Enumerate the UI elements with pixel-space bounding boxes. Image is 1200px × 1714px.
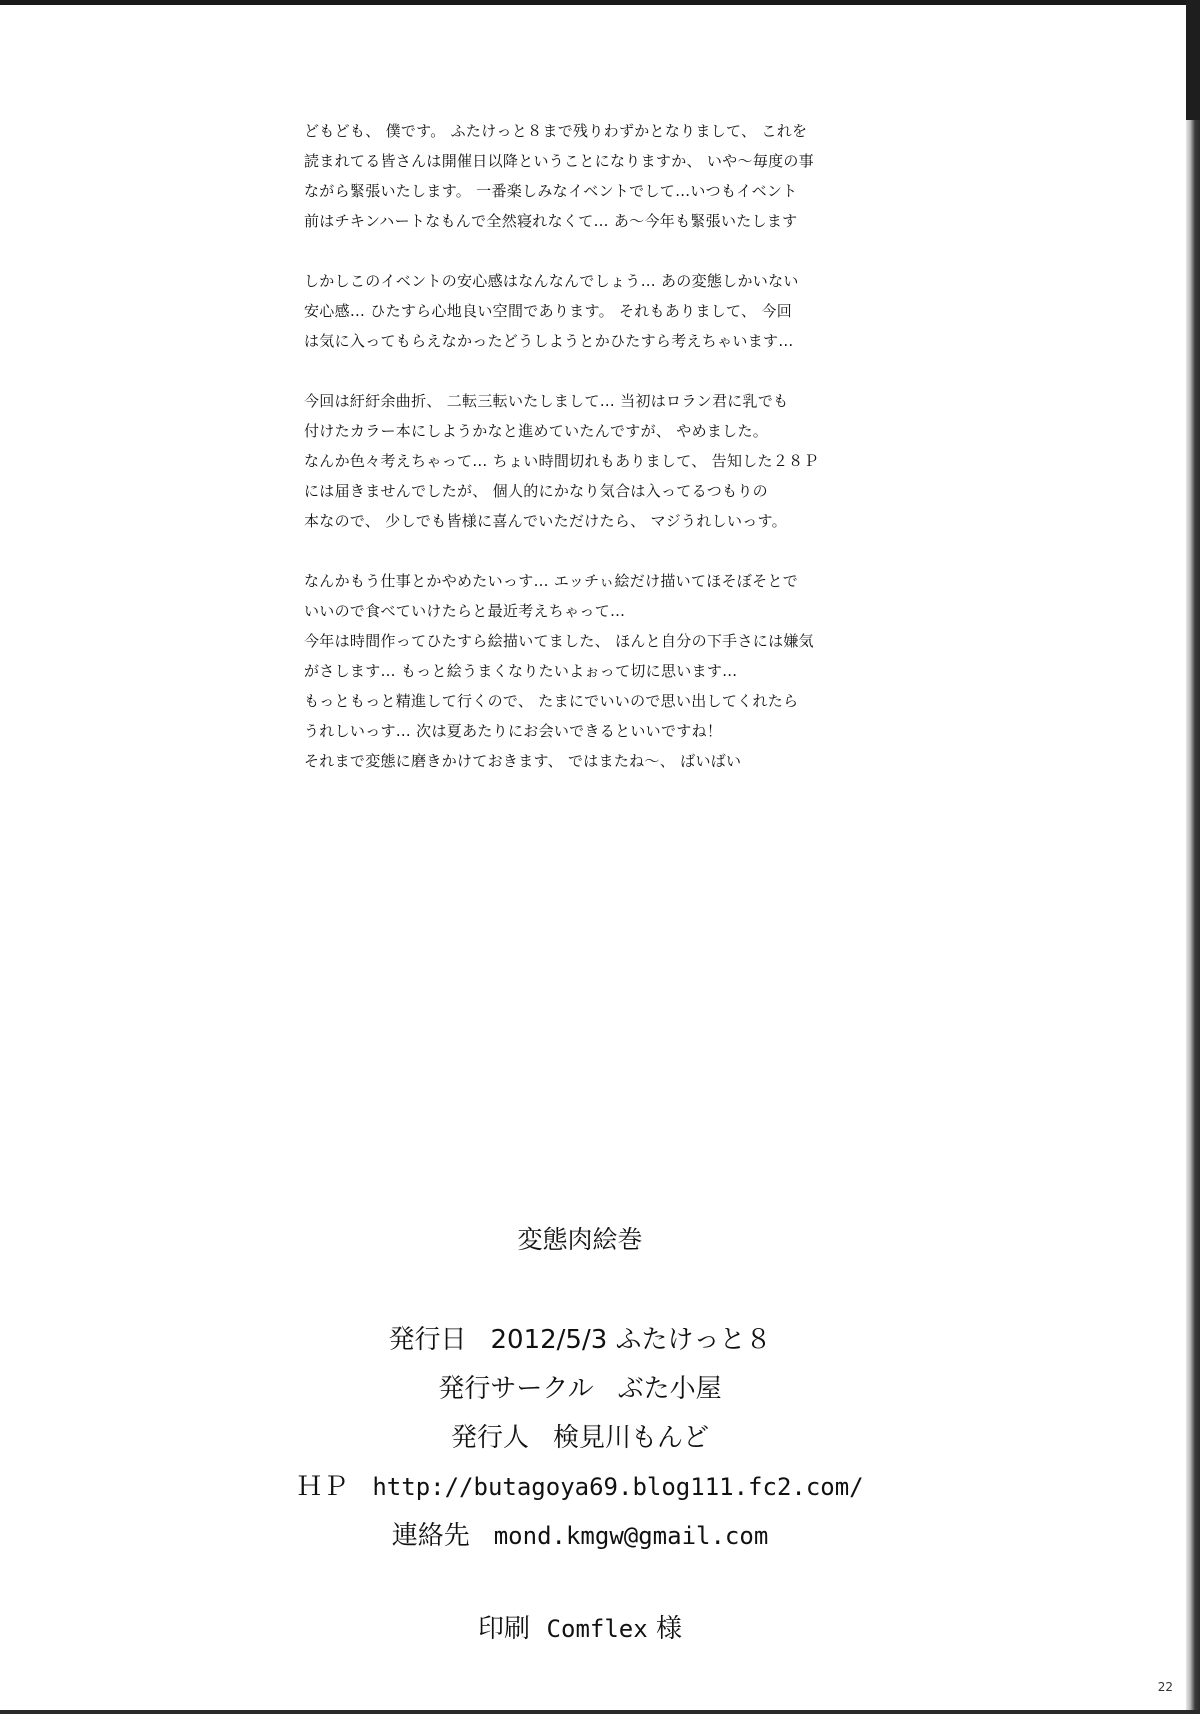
- homepage-label: ＨＰ: [296, 1472, 349, 1502]
- paragraph-4: [304, 566, 904, 776]
- text-line: 本なので、 少しでも皆様に喜んでいただけたら、 マジうれしいっす。: [304, 512, 787, 530]
- text-line: いいので食べていけたらと最近考えちゃって…: [304, 602, 626, 620]
- text-line: どもども、 僕です。 ふたけっと８まで残りわずかとなりまして、 これを: [304, 122, 808, 140]
- text-line: は気に入ってもらえなかったどうしようとかひたすら考えちゃいます…: [304, 332, 794, 350]
- publisher-label: 発行人: [450, 1423, 529, 1453]
- issue-date-label: 発行日: [388, 1325, 467, 1355]
- text-line: なんかもう仕事とかやめたいっす… エッチぃ絵だけ描いてほそぼそとで: [304, 572, 799, 590]
- printer-name: Comflex: [546, 1615, 648, 1643]
- text-line: 付けたカラー本にしようかなと進めていたんですが、 やめました。: [304, 422, 769, 440]
- scan-edge-top: [0, 0, 1200, 5]
- circle-value: ぶた小屋: [617, 1374, 722, 1404]
- text-line: それまで変態に磨きかけておきます、 ではまたね～、 ばいばい: [304, 752, 742, 770]
- paragraph-3: [304, 386, 904, 536]
- scan-edge-right-dark: [1186, 0, 1200, 120]
- colophon: [0, 1316, 1160, 1561]
- book-title: 変態肉絵巻: [517, 1225, 643, 1254]
- contact-row: [0, 1512, 1160, 1561]
- publisher-value: 検見川もんど: [553, 1423, 710, 1453]
- contact-label: 連絡先: [391, 1521, 470, 1551]
- issue-date-value: 2012/5/3 ふたけっと８: [490, 1325, 772, 1355]
- issue-date-row: [0, 1316, 1160, 1365]
- text-line: もっともっと精進して行くので、 たまにでいいので思い出してくれたら: [304, 692, 799, 710]
- text-line: 前はチキンハートなもんで全然寝れなくて… あ～今年も緊張いたします: [304, 212, 798, 230]
- scan-edge-bottom: [0, 1710, 1200, 1714]
- text-line: には届きませんでしたが、 個人的にかなり気合は入ってるつもりの: [304, 482, 768, 500]
- text-line: うれしいっす… 次は夏あたりにお会いできるといいですね！: [304, 722, 723, 740]
- printer-row: [0, 1610, 1160, 1648]
- paragraph-1: [304, 116, 904, 236]
- scan-edge-right: [1186, 0, 1200, 1714]
- text-line: 読まれてる皆さんは開催日以降ということになりますか、 いや～毎度の事: [304, 152, 814, 170]
- text-line: 今年は時間作ってひたすら絵描いてました、 ほんと自分の下手さには嫌気: [304, 632, 814, 650]
- text-line: 安心感… ひたすら心地良い空間であります。 それもありまして、 今回: [304, 302, 793, 320]
- text-line: がさします… もっと絵うまくなりたいよぉって切に思います…: [304, 662, 738, 680]
- publisher-row: [0, 1414, 1160, 1463]
- text-line: なんか色々考えちゃって… ちょい時間切れもありまして、 告知した２８Ｐ: [304, 452, 819, 470]
- text-line: ながら緊張いたします。 一番楽しみなイベントでして…いつもイベント: [304, 182, 798, 200]
- contact-email: mond.kmgw@gmail.com: [493, 1522, 769, 1550]
- afterword-text: [304, 116, 904, 806]
- circle-row: [0, 1365, 1160, 1414]
- printer-suffix: 様: [655, 1614, 682, 1644]
- text-line: しかしこのイベントの安心感はなんなんでしょう… あの変態しかいない: [304, 272, 799, 290]
- homepage-row: [0, 1463, 1160, 1512]
- printer-label: 印刷: [478, 1614, 531, 1644]
- paragraph-2: [304, 266, 904, 356]
- text-line: 今回は紆紆余曲折、 二転三転いたしまして… 当初はロラン君に乳でも: [304, 392, 789, 410]
- homepage-url: http://butagoya69.blog111.fc2.com/: [372, 1473, 864, 1501]
- page-number: 22: [1157, 1680, 1173, 1694]
- circle-label: 発行サークル: [438, 1374, 594, 1404]
